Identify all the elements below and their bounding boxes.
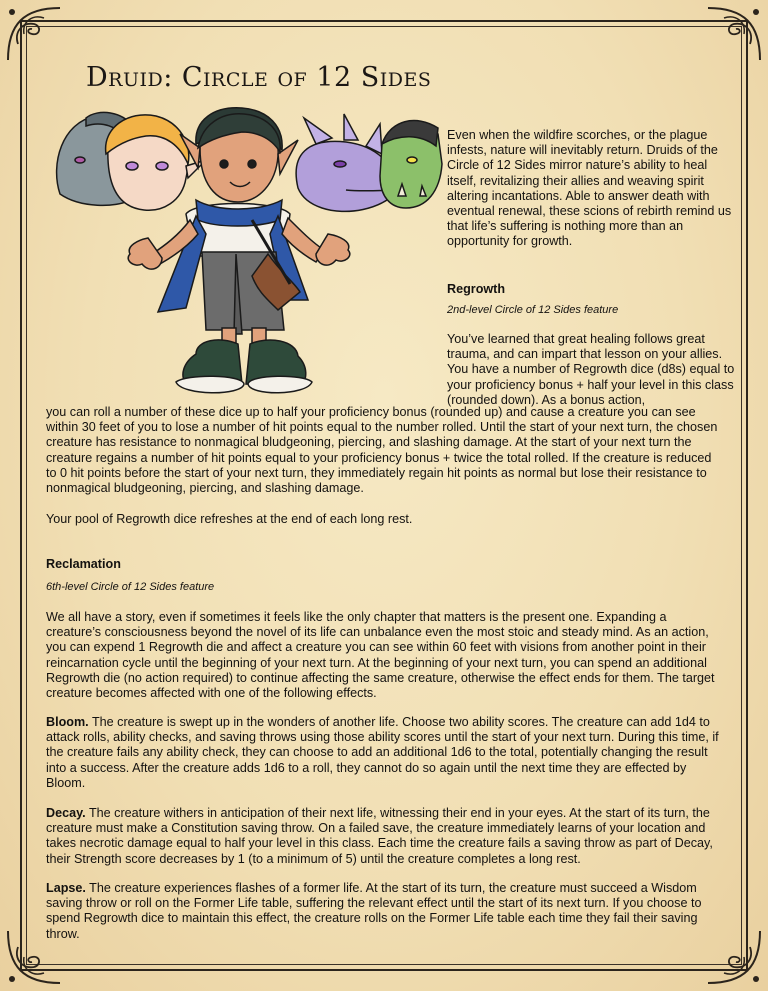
page-title: Druid: Circle of 12 Sides — [86, 62, 432, 93]
bloom-label: Bloom. — [46, 715, 89, 729]
bloom-paragraph — [46, 715, 722, 791]
intro-text: Even when the wildfire scorches, or the plague infests, nature will inevitably return. Druids of the Circle of 12 Sides mirror nature’s ability to heal itself, revitalizing their allies and weaving spirit altering incantations. Able to answer death with eventual renewal, these scions of rebirth remind us that life’s suffering is nothing more than an opportunity for growth. — [447, 128, 732, 249]
regrowth-refresh-text: Your pool of Regrowth dice refreshes at the end of each long rest. — [46, 512, 413, 526]
lapse-label: Lapse. — [46, 881, 86, 895]
regrowth-subtitle: 2nd-level Circle of 12 Sides feature — [447, 304, 619, 316]
decay-text: The creature withers in anticipation of their next life, witnessing their end in your eyes. At the start of its turn, the creature must make a Constitution saving throw. On a failed save, the creature immediately learns of your location and takes necrotic damage equal to half your level in this class. Each time the creature fails a saving throw as part of Decay, their Strength score decreases by 1 (to a minimum of 5) until the creature completes a long rest. — [46, 806, 713, 866]
lapse-paragraph — [46, 881, 722, 942]
character-illustration — [46, 104, 446, 404]
bloom-text: The creature is swept up in the wonders of another life. Choose two ability scores. The creature can add 1d4 to attack rolls, ability checks, and saving throws using those ability scores until the start of your next turn. During this time, if the creature fails any ability check, they can choose to add an additional 1d6 to the total, potentially changing the result into a success. After the creature adds 1d6 to a roll, they cannot do so again until the next time they are effected by Bloom. — [46, 715, 719, 790]
reclamation-text: We all have a story, even if sometimes it feels like the only chapter that matters is the present one. Expanding a creature’s consciousness beyond the novel of its life can unbalance even the most stoic and steady mind. As an action, you can expend 1 Regrowth die and affect a creature you can see within 60 feet with visions from another point in their reincarnation cycle until the beginning of your next turn. At the beginning of your next turn, you can spend an additional Regrowth die (no action required) to continue affecting the same creature, otherwise the effect ends for them. The target creature becomes affected with one of the following effects. — [46, 610, 715, 701]
regrowth-text-column: You’ve learned that great healing follows great trauma, and can impart that lesson on your allies. You have a number of Regrowth dice (d8s) equal to your proficiency bonus + half your level in this class (rounded down). As a bonus action, — [447, 332, 735, 407]
lapse-text: The creature experiences flashes of a former life. At the start of its turn, the creature must succeed a Wisdom saving throw or roll on the Former Life table, suffering the relevant effect until the start of its next turn. If you choose to spend Regrowth dice to maintain this effect, the creature rolls on the Former Life table each time they fail their saving throw. — [46, 881, 702, 941]
decay-label: Decay. — [46, 806, 86, 820]
reclamation-heading: Reclamation — [46, 557, 121, 571]
regrowth-text-full: you can roll a number of these dice up to half your proficiency bonus (rounded up) and cause a creature you can see within 30 feet of you to lose a number of hit points equal to the number rolled. Until the start of your next turn, the chosen creature has resistance to nonmagical bludgeoning, piercing, and slashing damage. At the start of your next turn the creature regains a number of hit points equal to your proficiency bonus + twice the total rolled. If the creature is reduced to 0 hit points before the start of your next turn, they immediately regain hit points as normal but lose their resistance to nonmagical bludgeoning, piercing, and slashing damage. — [46, 405, 718, 496]
reclamation-subtitle: 6th-level Circle of 12 Sides feature — [46, 581, 215, 593]
corner-flourish — [704, 4, 764, 64]
corner-flourish — [4, 4, 64, 64]
decay-paragraph — [46, 806, 722, 867]
regrowth-heading: Regrowth — [447, 282, 506, 296]
